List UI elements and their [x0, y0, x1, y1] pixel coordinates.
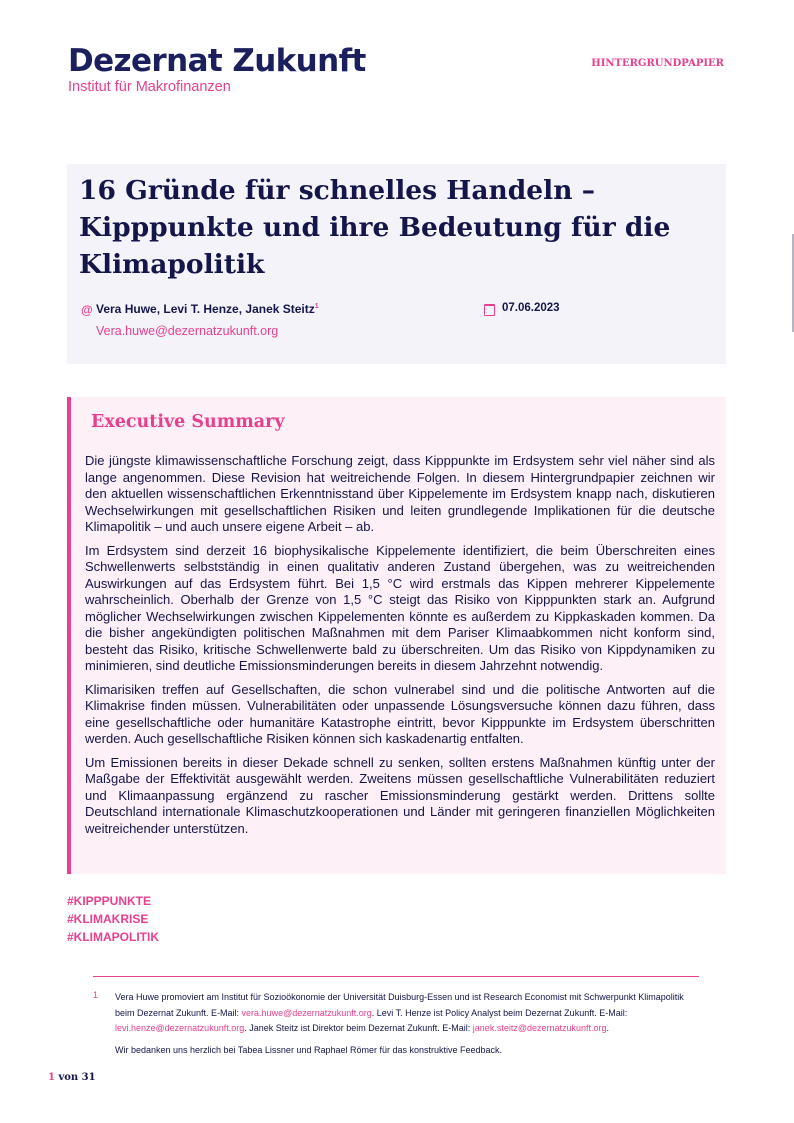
calendar-icon [484, 304, 495, 316]
summary-paragraph: Um Emissionen bereits in dieser Dekade schnell zu senken, sollten erstens Maßnahmen künftig unter der Maßgabe der Effektivität ausgewählt werden. Zweitens müssen gesellschaftliche Vulnerabilitäten reduziert und Klimaanpassung ergänzend zu rascher Emissionsminderung gestärkt werden. Drittens sollte Deutschland internationale Klimaschutzkooperationen und Länder mit geringeren finanziellen Möglichkeiten weitreichender unterstützen. [85, 754, 715, 836]
logo [68, 44, 366, 95]
author-footnote-mark[interactable]: 1 [314, 303, 319, 310]
document-type-label: HINTERGRUNDPAPIER [591, 58, 724, 69]
page-title: 16 Gründe für schnelles Handeln – Kipppunkte und ihre Bedeutung für die Klimapolitik [79, 175, 671, 280]
email-link-henze[interactable]: levi.henze@dezernatzukunft.org [115, 1023, 245, 1033]
hashtag-klimapolitik[interactable]: #KLIMAPOLITIK [67, 930, 159, 944]
footnote-text-part: . Janek Steitz ist Direktor beim Dezernat Zukunft. E-Mail: [244, 1023, 473, 1033]
title-block [67, 164, 726, 364]
hashtag-kipppunkte[interactable]: #KIPPPUNKTE [67, 894, 152, 908]
footnote-text [115, 990, 701, 1037]
footnote-text-part: . [606, 1023, 610, 1033]
summary-heading: Executive Summary [91, 412, 285, 432]
authors [96, 302, 319, 316]
summary-paragraph: Im Erdsystem sind derzeit 16 biophysikalische Kippelemente identifiziert, die beim Überschreiten eines Schwellenwerts selbstständig in einen qualitativ anderen Zustand übergehen, was zu weitreichenden Auswirkungen auf das Erdsystem führt. Bei 1,5 °C wird erstmals das Kippen mehrerer Kippelemente wahrscheinlich. Oberhalb der Grenze von 1,5 °C steigt das Risiko von Kipppunkten stark an. Aufgrund möglicher Wechselwirkungen zwischen Kippelementen könnte es außerdem zu Kippkaskaden kommen. Da die bisher angekündigten politischen Maßnahmen mit dem Pariser Klimaabkommen nicht konform sind, besteht das Risiko, kritische Schwellenwerte bald zu überschreiten. Um das Risiko von Kippdynamiken zu minimieren, sind deutliche Emissionsminderungen bereits in diesem Jahrzehnt notwendig. [85, 542, 715, 673]
summary-paragraph: Klimarisiken treffen auf Gesellschaften, die schon vulnerabel sind und die politische Antworten auf die Klimakrise finden müssen. Vulnerabilitäten oder unpassende Lösungsversuche können dazu führen, dass eine gesellschaftliche oder humanitäre Katastrophe eintritt, bevor Kipppunkte im Erdsystem überschritten werden. Auch gesellschaftliche Risiken können sich kaskadenartig entfalten. [85, 681, 715, 746]
total-pages: von 31 [58, 1072, 96, 1083]
summary-body [85, 453, 715, 844]
email-link-huwe[interactable]: vera.huwe@dezernatzukunft.org [241, 1007, 372, 1018]
hashtag-klimakrise[interactable]: #KLIMAKRISE [67, 912, 149, 926]
current-page: 1 [48, 1072, 55, 1083]
acknowledgement: Wir bedanken uns herzlich bei Tabea Lissner und Raphael Römer für das konstruktive Feedback. [115, 1044, 503, 1055]
footnote-number: 1 [93, 990, 99, 1000]
author-names: Vera Huwe, Levi T. Henze, Janek Steitz [96, 302, 315, 316]
logo-subtitle: Institut für Makrofinanzen [68, 79, 231, 95]
footnote-text-part: Vera Huwe promoviert am Institut für Sozioökonomie der Universität Duisburg-Essen und ist Research Economist mit Schwerpunkt Klimapolitik beim Dezernat Zukunft. E-Mail: [115, 992, 684, 1018]
hashtag-list [67, 892, 159, 946]
footnote [93, 990, 701, 1055]
publication-date: 07.06.2023 [502, 302, 560, 314]
summary-paragraph: Die jüngste klimawissenschaftliche Forschung zeigt, dass Kipppunkte im Erdsystem sehr viel näher sind als lange angenommen. Diese Revision hat weitreichende Folgen. In diesem Hintergrundpapier zeichnen wir den aktuellen wissenschaftlichen Erkenntnisstand über Kippelemente im Erdsystem knapp nach, diskutieren Wechselwirkungen mit gesellschaftlichen Risiken und leiten grundlegende Implikationen für die deutsche Klimapolitik – und auch unsere eigene Arbeit – ab. [85, 453, 715, 534]
page-number [48, 1072, 96, 1083]
email-link-steitz[interactable]: janek.steitz@dezernatzukunft.org [472, 1023, 607, 1033]
logo-title: Dezernat Zukunft [68, 43, 366, 79]
footnote-divider [93, 976, 699, 977]
at-icon: @ [81, 303, 93, 317]
contact-email-link[interactable]: Vera.huwe@dezernatzukunft.org [96, 324, 279, 338]
executive-summary [67, 397, 726, 874]
footnote-text-part: . Levi T. Henze ist Policy Analyst beim Dezernat Zukunft. E-Mail: [371, 1007, 628, 1018]
